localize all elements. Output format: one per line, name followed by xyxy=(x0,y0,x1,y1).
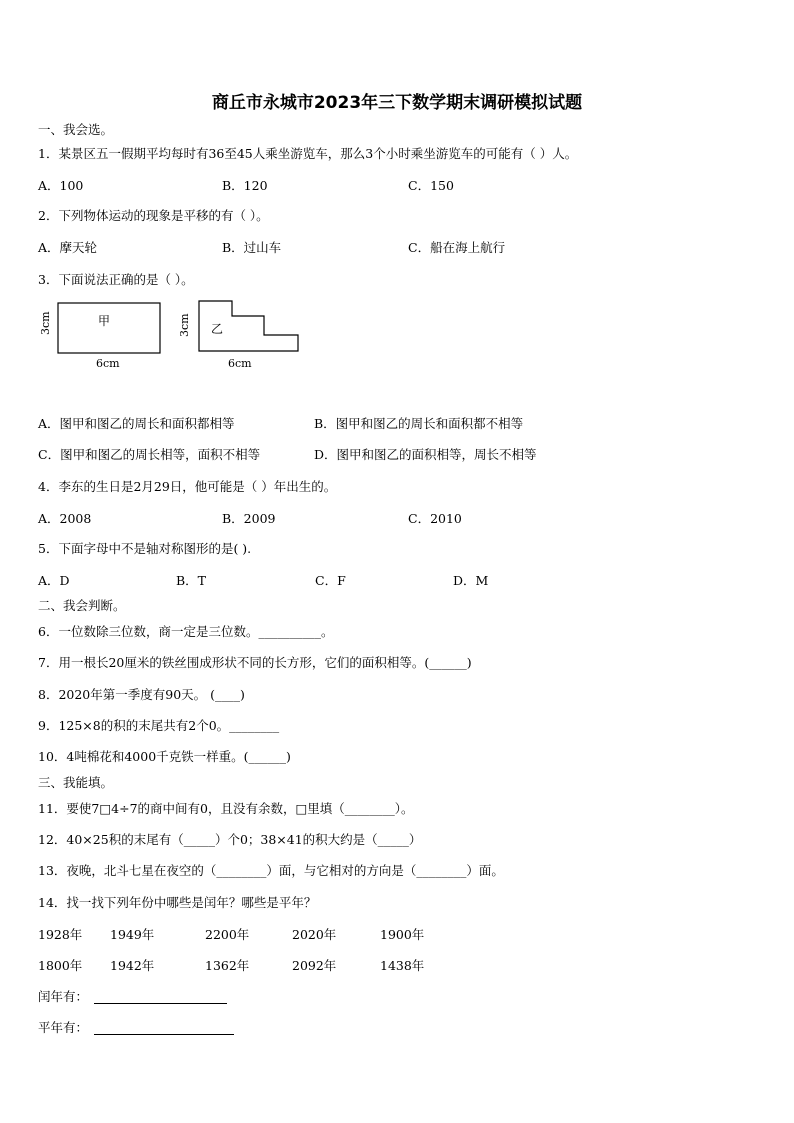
common-years-answer-line xyxy=(94,1034,234,1035)
q2-option-c: C．船在海上航行 xyxy=(408,240,506,255)
question-13: 13．夜晚，北斗七星在夜空的（________）面，与它相对的方向是（________）面。 xyxy=(38,863,504,878)
question-2: 2．下列物体运动的现象是平移的有（ ）。 xyxy=(38,208,269,223)
q5-option-b: B．T xyxy=(176,573,207,588)
year-item: 1942年 xyxy=(110,958,155,973)
section-heading-judge: 二、我会判断。 xyxy=(38,598,126,613)
shape-a-width-label: 6cm xyxy=(96,357,120,370)
shape-b-width-label: 6cm xyxy=(228,357,252,370)
year-item: 1362年 xyxy=(205,958,250,973)
question-5: 5．下面字母中不是轴对称图形的是( ). xyxy=(38,541,252,556)
leap-years-label: 闰年有： xyxy=(38,989,89,1004)
q4-option-b: B．2009 xyxy=(222,511,276,526)
q1-option-b: B．120 xyxy=(222,178,268,193)
shapes-figure xyxy=(30,295,320,375)
year-item: 2092年 xyxy=(292,958,337,973)
section-heading-choose: 一、我会选。 xyxy=(38,122,114,137)
q3-option-c: C．图甲和图乙的周长相等，面积不相等 xyxy=(38,447,261,462)
question-9: 9．125×8的积的末尾共有2个0。________ xyxy=(38,718,280,733)
q3-option-b: B．图甲和图乙的周长和面积都不相等 xyxy=(314,416,524,431)
shape-b-height-label: 3cm xyxy=(178,313,191,337)
question-1: 1．某景区五一假期平均每时有36至45人乘坐游览车，那么3个小时乘坐游览车的可能有（ ）人。 xyxy=(38,146,578,161)
page-title: 商丘市永城市2023年三下数学期末调研模拟试题 xyxy=(211,93,583,113)
q2-option-b: B．过山车 xyxy=(222,240,282,255)
leap-years-answer-line xyxy=(94,1003,227,1004)
year-item: 2200年 xyxy=(205,927,250,942)
year-item: 1949年 xyxy=(110,927,155,942)
q5-option-c: C．F xyxy=(315,573,346,588)
q5-option-d: D．M xyxy=(453,573,489,588)
shape-a-rectangle xyxy=(58,303,160,353)
year-item: 2020年 xyxy=(292,927,337,942)
q3-option-d: D．图甲和图乙的面积相等，周长不相等 xyxy=(314,447,537,462)
year-item: 1438年 xyxy=(380,958,425,973)
section-heading-fill: 三、我能填。 xyxy=(38,775,114,790)
year-item: 1928年 xyxy=(38,927,83,942)
shape-a-height-label: 3cm xyxy=(39,311,52,335)
q3-option-a: A．图甲和图乙的周长和面积都相等 xyxy=(38,416,235,431)
q1-option-c: C．150 xyxy=(408,178,454,193)
question-7: 7．用一根长20厘米的铁丝围成形状不同的长方形，它们的面积相等。(______) xyxy=(38,655,472,670)
question-12: 12．40×25积的末尾有（_____）个0；38×41的积大约是（_____） xyxy=(38,832,422,847)
question-3: 3．下面说法正确的是（ ）。 xyxy=(38,272,194,287)
q1-option-a: A．100 xyxy=(38,178,84,193)
q4-option-a: A．2008 xyxy=(38,511,92,526)
shape-a-label: 甲 xyxy=(98,314,111,328)
question-10: 10．4吨棉花和4000千克铁一样重。(______) xyxy=(38,749,291,764)
year-item: 1800年 xyxy=(38,958,83,973)
question-8: 8．2020年第一季度有90天。 (____) xyxy=(38,687,245,702)
q4-option-c: C．2010 xyxy=(408,511,462,526)
year-item: 1900年 xyxy=(380,927,425,942)
question-4: 4．李东的生日是2月29日，他可能是（ ）年出生的。 xyxy=(38,479,337,494)
q2-option-a: A．摩天轮 xyxy=(38,240,98,255)
shape-b-label: 乙 xyxy=(211,322,224,336)
question-11: 11．要使7□4÷7的商中间有0，且没有余数，□里填（________）。 xyxy=(38,801,414,816)
question-6: 6．一位数除三位数，商一定是三位数。__________。 xyxy=(38,624,334,639)
common-years-label: 平年有： xyxy=(38,1020,89,1035)
q5-option-a: A．D xyxy=(38,573,70,588)
question-14: 14．找一找下列年份中哪些是闰年？哪些是平年？ xyxy=(38,895,317,910)
